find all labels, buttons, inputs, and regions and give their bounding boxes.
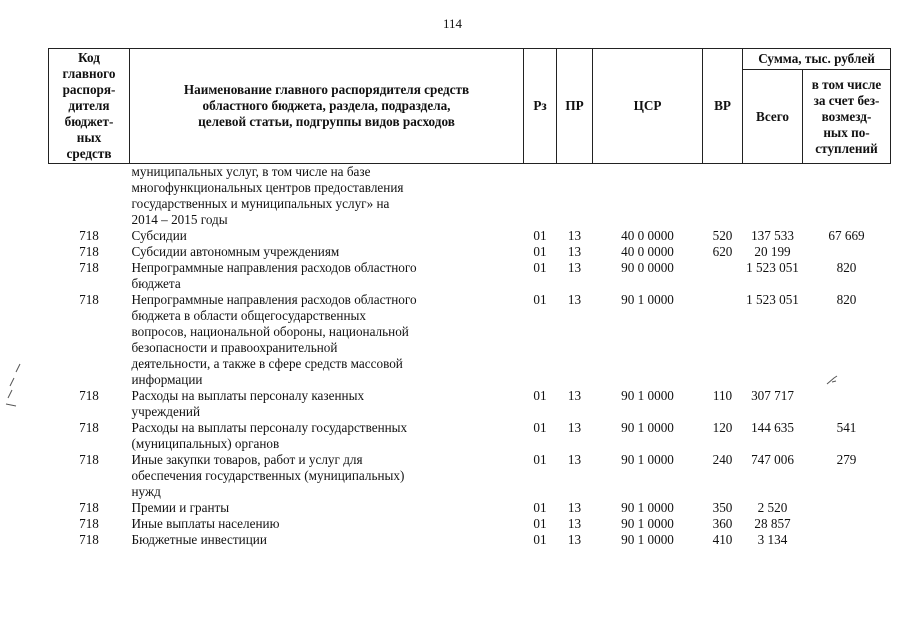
cell-name bbox=[130, 388, 524, 420]
header-total: Всего bbox=[743, 70, 803, 164]
cell-name-line: учреждений bbox=[131, 404, 201, 419]
cell-free: 541 bbox=[836, 420, 857, 435]
header-free-line: возмезд- bbox=[821, 108, 872, 124]
cell-rz: 01 bbox=[533, 532, 547, 547]
header-code-line: Код bbox=[78, 50, 100, 65]
table-row bbox=[49, 164, 891, 229]
cell-name bbox=[130, 452, 524, 500]
cell-vr: 120 bbox=[712, 420, 733, 435]
cell-name bbox=[130, 244, 524, 260]
cell-rz: 01 bbox=[533, 292, 547, 307]
cell-code: 718 bbox=[79, 244, 99, 259]
header-pr: ПР bbox=[557, 49, 593, 164]
header-free-line: ступлений bbox=[815, 140, 878, 156]
cell-pr: 13 bbox=[567, 228, 582, 243]
cell-name-line: информации bbox=[131, 372, 203, 387]
table-row bbox=[49, 532, 891, 548]
header-free-line: ных по- bbox=[823, 124, 870, 140]
cell-rz: 01 bbox=[533, 500, 547, 515]
cell-vr bbox=[703, 260, 743, 292]
cell-total: 3 134 bbox=[757, 532, 788, 547]
cell-name-line: Иные выплаты населению bbox=[131, 516, 280, 531]
header-name bbox=[130, 49, 524, 164]
cell-code: 718 bbox=[79, 420, 99, 435]
cell-csr bbox=[593, 164, 703, 229]
cell-total: 20 199 bbox=[754, 244, 791, 259]
table-row bbox=[49, 420, 891, 452]
cell-rz bbox=[524, 164, 557, 229]
cell-vr bbox=[703, 292, 743, 388]
cell-csr: 90 1 0000 bbox=[621, 452, 674, 467]
cell-name-line: Расходы на выплаты персоналу казенных bbox=[131, 388, 365, 403]
cell-name-line: Бюджетные инвестиции bbox=[131, 532, 267, 547]
cell-csr: 90 0 0000 bbox=[621, 260, 674, 275]
cell-name-line: многофункциональных центров предоставления bbox=[131, 180, 404, 195]
cell-code: 718 bbox=[79, 292, 99, 307]
cell-name bbox=[130, 260, 524, 292]
cell-name-line: Премии и гранты bbox=[131, 500, 230, 515]
cell-free: 820 bbox=[836, 292, 857, 307]
cell-csr: 90 1 0000 bbox=[621, 516, 674, 531]
cell-name-line: (муниципальных) органов bbox=[131, 436, 280, 451]
cell-free bbox=[803, 532, 891, 548]
table-row bbox=[49, 244, 891, 260]
cell-pr: 13 bbox=[567, 388, 582, 403]
header-free-line: в том числе bbox=[811, 76, 882, 92]
cell-total: 28 857 bbox=[754, 516, 791, 531]
cell-total: 137 533 bbox=[751, 228, 794, 243]
cell-name-line: бюджета в области общегосударственных bbox=[131, 308, 366, 323]
cell-total: 144 635 bbox=[751, 420, 794, 435]
cell-total: 2 520 bbox=[757, 500, 788, 515]
cell-name bbox=[130, 420, 524, 452]
header-rz: Рз bbox=[524, 49, 557, 164]
cell-name-line: Непрограммные направления расходов областного bbox=[131, 292, 417, 307]
cell-code: 718 bbox=[79, 516, 99, 531]
cell-name-line: обеспечения государственных (муниципальных) bbox=[131, 468, 405, 483]
cell-vr: 520 bbox=[712, 228, 733, 243]
header-code-line: бюджет- bbox=[64, 114, 114, 129]
header-free-line: за счет без- bbox=[813, 92, 880, 108]
cell-code bbox=[49, 164, 130, 229]
cell-pr: 13 bbox=[567, 500, 582, 515]
cell-code: 718 bbox=[79, 500, 99, 515]
cell-vr: 410 bbox=[712, 532, 733, 547]
table-row bbox=[49, 388, 891, 420]
table-row bbox=[49, 260, 891, 292]
header-name-line: областного бюджета, раздела, подраздела, bbox=[202, 98, 451, 113]
cell-total: 747 006 bbox=[751, 452, 794, 467]
table-row bbox=[49, 452, 891, 500]
header-code-line: средств bbox=[66, 146, 112, 161]
header-name-line: целевой статьи, подгруппы видов расходов bbox=[198, 114, 455, 129]
cell-name-line: безопасности и правоохранительной bbox=[131, 340, 338, 355]
margin-pen-mark bbox=[2, 360, 32, 420]
cell-name-line: Иные закупки товаров, работ и услуг для bbox=[131, 452, 363, 467]
cell-rz: 01 bbox=[533, 244, 547, 259]
cell-free bbox=[803, 388, 891, 420]
cell-free bbox=[803, 244, 891, 260]
cell-total: 1 523 051 bbox=[746, 292, 799, 307]
cell-vr bbox=[703, 164, 743, 229]
cell-pr: 13 bbox=[567, 260, 582, 275]
cell-csr: 90 1 0000 bbox=[621, 420, 674, 435]
header-vr: ВР bbox=[703, 49, 743, 164]
cell-csr: 40 0 0000 bbox=[621, 228, 674, 243]
cell-name-line: Субсидии bbox=[131, 228, 187, 243]
header-code-lines bbox=[51, 50, 127, 162]
header-csr: ЦСР bbox=[593, 49, 703, 164]
cell-free bbox=[803, 164, 891, 229]
cell-code: 718 bbox=[79, 228, 99, 243]
header-name-line: Наименование главного распорядителя средств bbox=[183, 82, 470, 97]
header-free bbox=[803, 70, 891, 164]
cell-csr: 90 1 0000 bbox=[621, 292, 674, 307]
cell-name-line: муниципальных услуг, в том числе на базе bbox=[131, 164, 371, 179]
cell-rz: 01 bbox=[533, 516, 547, 531]
cell-name-line: Непрограммные направления расходов областного bbox=[131, 260, 417, 275]
cell-csr: 40 0 0000 bbox=[621, 244, 674, 259]
cell-pr: 13 bbox=[567, 420, 582, 435]
cell-name-line: Расходы на выплаты персоналу государственных bbox=[131, 420, 408, 435]
cell-vr: 110 bbox=[712, 388, 733, 403]
cell-rz: 01 bbox=[533, 452, 547, 467]
cell-free: 820 bbox=[836, 260, 857, 275]
table-row bbox=[49, 228, 891, 244]
cell-csr: 90 1 0000 bbox=[621, 388, 674, 403]
table-body bbox=[49, 164, 891, 549]
cell-vr: 240 bbox=[712, 452, 733, 467]
table-row bbox=[49, 516, 891, 532]
cell-pr: 13 bbox=[567, 452, 582, 467]
cell-pr: 13 bbox=[567, 244, 582, 259]
cell-total bbox=[743, 164, 803, 229]
cell-name-line: нужд bbox=[131, 484, 161, 499]
cell-csr: 90 1 0000 bbox=[621, 532, 674, 547]
cell-name-line: бюджета bbox=[131, 276, 181, 291]
cell-vr: 350 bbox=[712, 500, 733, 515]
cell-rz: 01 bbox=[533, 260, 547, 275]
table-row bbox=[49, 500, 891, 516]
cell-free bbox=[803, 516, 891, 532]
cell-rz: 01 bbox=[533, 228, 547, 243]
cell-name bbox=[130, 292, 524, 388]
cell-pr: 13 bbox=[567, 292, 582, 307]
cell-code: 718 bbox=[79, 260, 99, 275]
cell-vr: 360 bbox=[712, 516, 733, 531]
cell-code: 718 bbox=[79, 532, 99, 547]
cell-name bbox=[130, 164, 524, 229]
cell-vr: 620 bbox=[712, 244, 733, 259]
cell-free: 67 669 bbox=[828, 228, 865, 243]
cell-code: 718 bbox=[79, 452, 99, 467]
header-code-line: дителя bbox=[68, 98, 110, 113]
cell-pr: 13 bbox=[567, 532, 582, 547]
cell-name-line: 2014 – 2015 годы bbox=[131, 212, 228, 227]
cell-total: 307 717 bbox=[751, 388, 794, 403]
page-number: 114 bbox=[442, 16, 463, 31]
cell-total: 1 523 051 bbox=[746, 260, 799, 275]
header-code bbox=[49, 49, 130, 164]
cell-name-line: Субсидии автономным учреждениям bbox=[131, 244, 340, 259]
cell-rz: 01 bbox=[533, 388, 547, 403]
cell-code: 718 bbox=[79, 388, 99, 403]
budget-table bbox=[48, 48, 891, 548]
cell-name-line: вопросов, национальной обороны, национальной bbox=[131, 324, 409, 339]
cell-free bbox=[803, 500, 891, 516]
cell-name bbox=[130, 516, 524, 532]
cell-csr: 90 1 0000 bbox=[621, 500, 674, 515]
cell-free: 279 bbox=[836, 452, 857, 467]
cell-name bbox=[130, 500, 524, 516]
header-code-line: главного bbox=[62, 66, 116, 81]
cell-name-line: государственных и муниципальных услуг» на bbox=[131, 196, 390, 211]
cell-rz: 01 bbox=[533, 420, 547, 435]
table-header bbox=[49, 49, 891, 164]
cell-name-line: деятельности, а также в сфере средств массовой bbox=[131, 356, 403, 371]
cell-name bbox=[130, 228, 524, 244]
header-code-line: ных bbox=[76, 130, 102, 145]
cell-pr bbox=[557, 164, 593, 229]
cell-name bbox=[130, 532, 524, 548]
header-sum: Сумма, тыс. рублей bbox=[743, 49, 891, 70]
cell-pr: 13 bbox=[567, 516, 582, 531]
header-code-line: распоря- bbox=[62, 82, 116, 97]
table-row bbox=[49, 292, 891, 388]
